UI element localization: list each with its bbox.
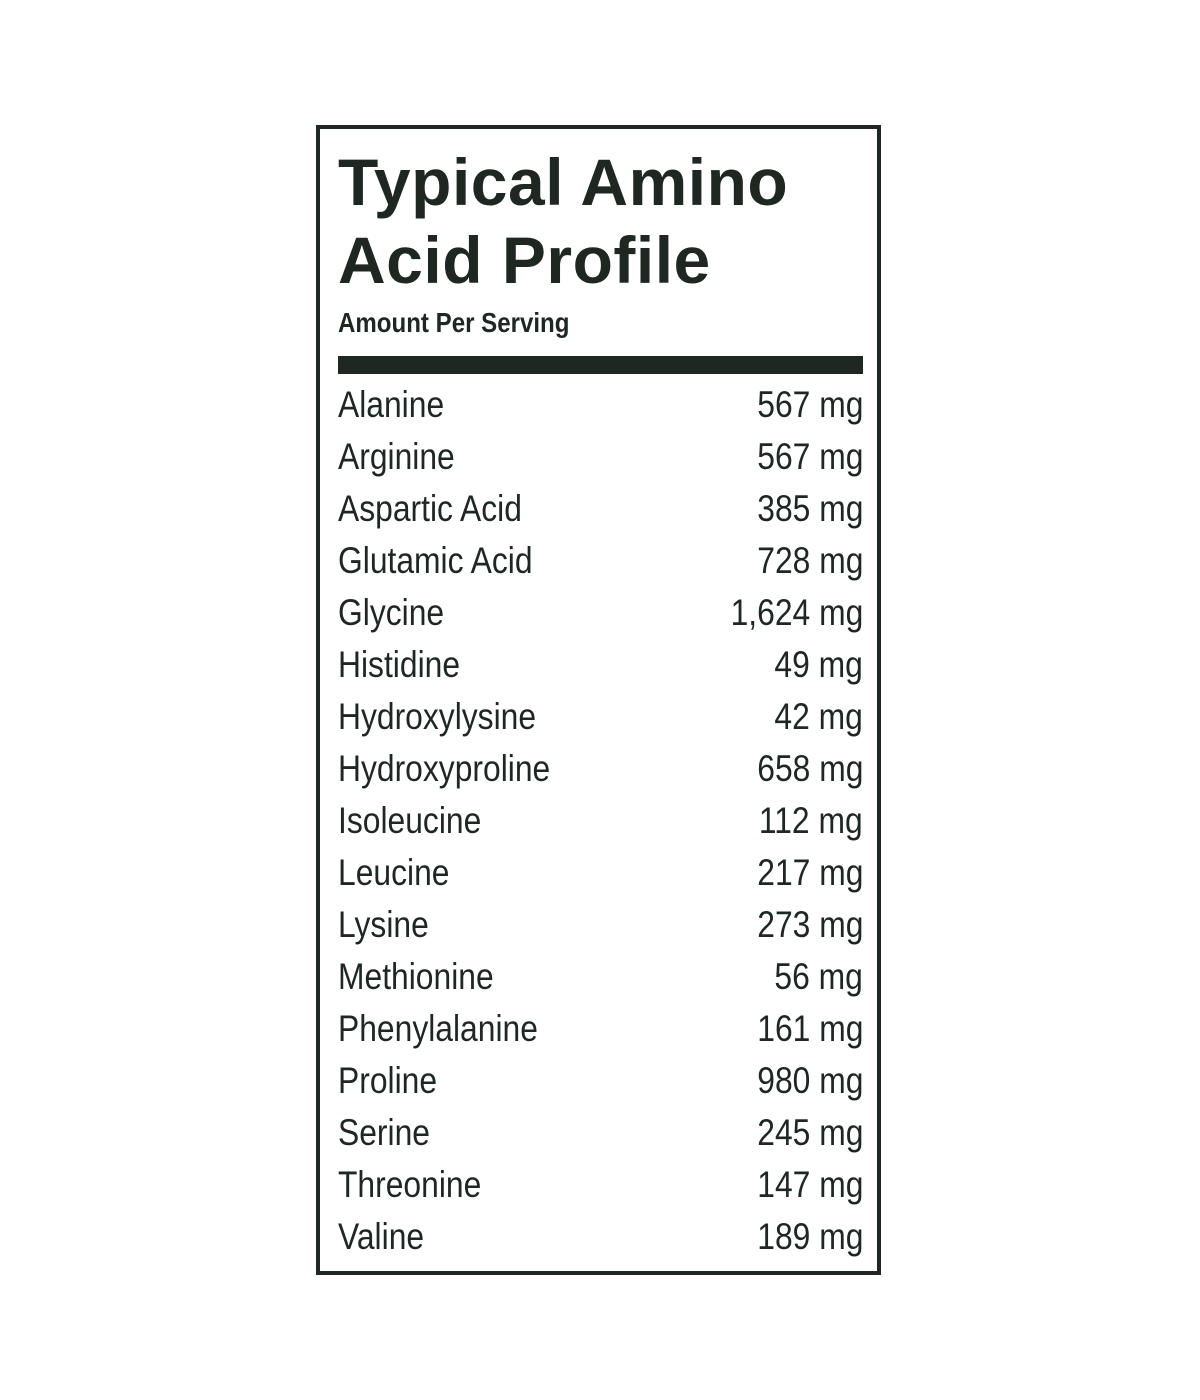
amino-acid-row xyxy=(338,587,863,639)
amino-acid-name: Arginine xyxy=(338,436,455,477)
amino-acid-amount: 42 mg xyxy=(774,696,863,737)
amino-acid-row xyxy=(338,483,863,535)
amino-acid-name: Isoleucine xyxy=(338,800,482,841)
amino-acid-name: Aspartic Acid xyxy=(338,488,522,529)
amino-acid-row xyxy=(338,1107,863,1159)
amino-acid-row xyxy=(338,743,863,795)
label-title xyxy=(338,143,788,299)
amino-acid-name: Glutamic Acid xyxy=(338,540,533,581)
amino-acid-amount: 1,624 mg xyxy=(730,592,863,633)
amino-acid-amount: 385 mg xyxy=(756,488,863,529)
amino-acid-amount: 49 mg xyxy=(774,644,863,685)
label-title-line-2: Acid Profile xyxy=(338,223,711,297)
amino-acid-amount: 189 mg xyxy=(756,1216,863,1257)
amino-acid-amount: 658 mg xyxy=(756,748,863,789)
amino-acid-name: Phenylalanine xyxy=(338,1008,538,1049)
amino-acid-name: Methionine xyxy=(338,956,494,997)
amino-acid-row xyxy=(338,379,863,431)
amino-acid-name: Histidine xyxy=(338,644,461,685)
amino-acid-amount: 245 mg xyxy=(756,1112,863,1153)
amino-acid-name: Hydroxylysine xyxy=(338,696,537,737)
amino-acid-row xyxy=(338,899,863,951)
amino-acid-row xyxy=(338,951,863,1003)
amino-acid-name: Alanine xyxy=(338,384,445,425)
amino-acid-amount: 161 mg xyxy=(756,1008,863,1049)
amino-acid-amount: 273 mg xyxy=(756,904,863,945)
amino-acid-name: Lysine xyxy=(338,904,429,945)
amino-acid-name: Valine xyxy=(338,1216,425,1257)
amino-acid-row xyxy=(338,691,863,743)
amino-acid-amount: 112 mg xyxy=(759,800,863,841)
amino-acid-row xyxy=(338,431,863,483)
amino-acid-list xyxy=(338,379,863,1263)
amino-acid-profile-label xyxy=(316,125,881,1275)
label-subtitle: Amount Per Serving xyxy=(338,307,570,338)
amino-acid-amount: 980 mg xyxy=(756,1060,863,1101)
amino-acid-row xyxy=(338,847,863,899)
amino-acid-row xyxy=(338,535,863,587)
amino-acid-name: Hydroxyproline xyxy=(338,748,551,789)
amino-acid-amount: 217 mg xyxy=(756,852,863,893)
amino-acid-row xyxy=(338,1055,863,1107)
amino-acid-name: Leucine xyxy=(338,852,450,893)
amino-acid-name: Proline xyxy=(338,1060,438,1101)
amino-acid-amount: 567 mg xyxy=(756,384,863,425)
amino-acid-name: Serine xyxy=(338,1112,430,1153)
amino-acid-amount: 567 mg xyxy=(756,436,863,477)
amino-acid-name: Threonine xyxy=(338,1164,482,1205)
amino-acid-row xyxy=(338,1159,863,1211)
amino-acid-amount: 728 mg xyxy=(756,540,863,581)
amino-acid-amount: 147 mg xyxy=(756,1164,863,1205)
header-divider xyxy=(338,356,863,374)
label-title-line-1: Typical Amino xyxy=(338,145,789,219)
amino-acid-name: Glycine xyxy=(338,592,445,633)
amino-acid-row xyxy=(338,795,863,847)
amino-acid-row xyxy=(338,639,863,691)
amino-acid-row xyxy=(338,1003,863,1055)
amino-acid-amount: 56 mg xyxy=(774,956,863,997)
amino-acid-row xyxy=(338,1211,863,1263)
